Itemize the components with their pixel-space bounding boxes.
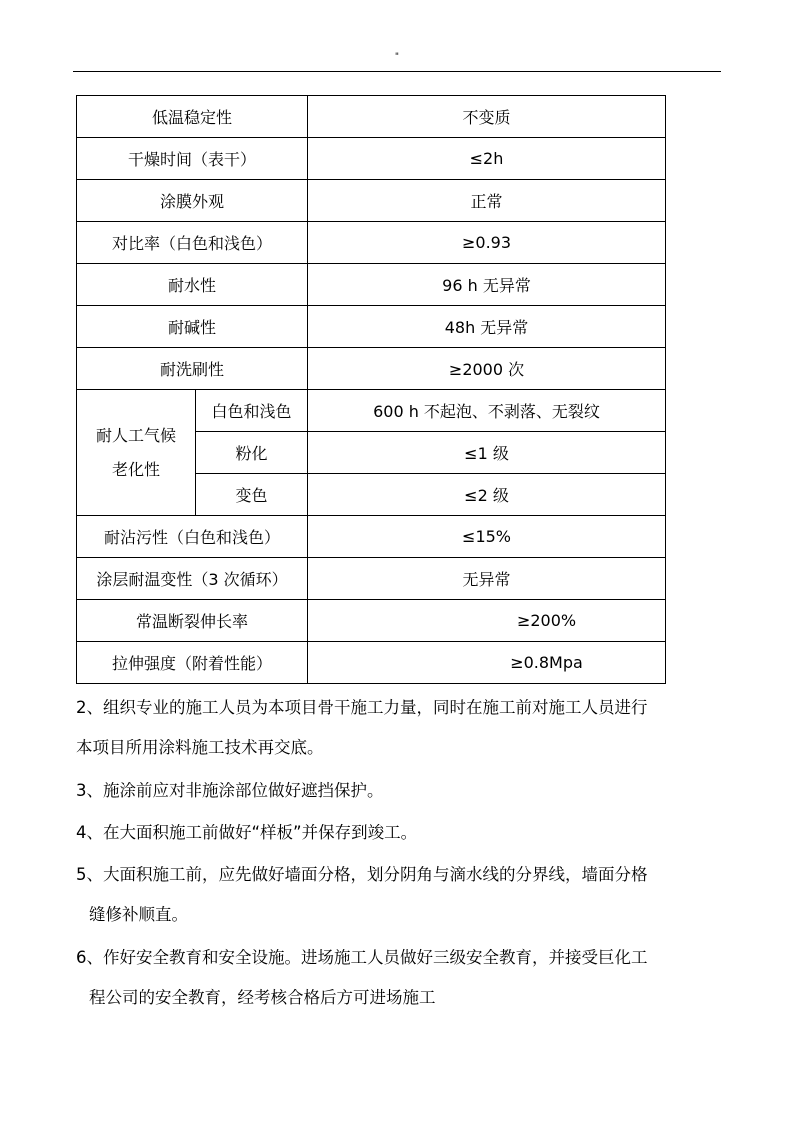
row-label: 涂膜外观 (77, 180, 308, 222)
row-label: 对比率（白色和浅色） (77, 222, 308, 264)
row-label: 低温稳定性 (77, 96, 308, 138)
row-value: 正常 (308, 180, 666, 222)
row-label: 涂层耐温变性（3 次循环） (77, 558, 308, 600)
table-row (77, 600, 666, 642)
paragraph-2-line1: 2、组织专业的施工人员为本项目骨干施工力量，同时在施工前对施工人员进行 (76, 698, 648, 717)
paragraph-3: 3、施涂前应对非施涂部位做好遮挡保护。 (76, 781, 384, 800)
row-value: ≤15% (308, 516, 666, 558)
row-label: 耐碱性 (77, 306, 308, 348)
sub-value: ≤2 级 (308, 474, 666, 516)
row-value: 48h 无异常 (308, 306, 666, 348)
row-label: 耐水性 (77, 264, 308, 306)
table-row (77, 642, 666, 684)
spec-table (76, 95, 666, 684)
paragraph-6-line1: 6、作好安全教育和安全设施。进场施工人员做好三级安全教育，并接受巨化工 (76, 948, 648, 967)
row-value: 无异常 (308, 558, 666, 600)
row-label: 耐沾污性（白色和浅色） (77, 516, 308, 558)
row-value: ≤2h (308, 138, 666, 180)
table-row (77, 390, 666, 432)
sub-value: 600 h 不起泡、不剥落、无裂纹 (308, 390, 666, 432)
weathering-label (77, 390, 196, 516)
table-row (77, 264, 666, 306)
paragraph-4: 4、在大面积施工前做好“样板”并保存到竣工。 (76, 823, 418, 842)
row-label: 干燥时间（表干） (77, 138, 308, 180)
table-row (77, 558, 666, 600)
sub-value: ≤1 级 (308, 432, 666, 474)
paragraph-5-line2: 缝修补顺直。 (89, 905, 188, 924)
row-label: 常温断裂伸长率 (77, 600, 308, 642)
table-row (77, 306, 666, 348)
row-value: ≥200% (308, 600, 666, 642)
header-mark: " (394, 52, 400, 62)
table-row (77, 222, 666, 264)
row-value: 96 h 无异常 (308, 264, 666, 306)
header-rule (73, 71, 721, 72)
paragraph-2-line2: 本项目所用涂料施工技术再交底。 (76, 738, 324, 757)
table-row (77, 96, 666, 138)
weathering-label-line1: 耐人工气候 (95, 425, 176, 445)
paragraph-5-line1: 5、大面积施工前，应先做好墙面分格，划分阴角与滴水线的分界线，墙面分格 (76, 865, 648, 884)
row-value: ≥0.93 (308, 222, 666, 264)
table-row (77, 516, 666, 558)
row-value: ≥2000 次 (308, 348, 666, 390)
sub-label: 白色和浅色 (196, 390, 308, 432)
row-label: 拉伸强度（附着性能） (77, 642, 308, 684)
table-row (77, 138, 666, 180)
sub-label: 变色 (196, 474, 308, 516)
weathering-label-line2: 老化性 (111, 459, 160, 479)
table-row (77, 348, 666, 390)
row-value: ≥0.8Mpa (308, 642, 666, 684)
table-row (77, 180, 666, 222)
row-value: 不变质 (308, 96, 666, 138)
paragraph-6-line2: 程公司的安全教育，经考核合格后方可进场施工 (89, 988, 436, 1007)
row-label: 耐洗刷性 (77, 348, 308, 390)
sub-label: 粉化 (196, 432, 308, 474)
